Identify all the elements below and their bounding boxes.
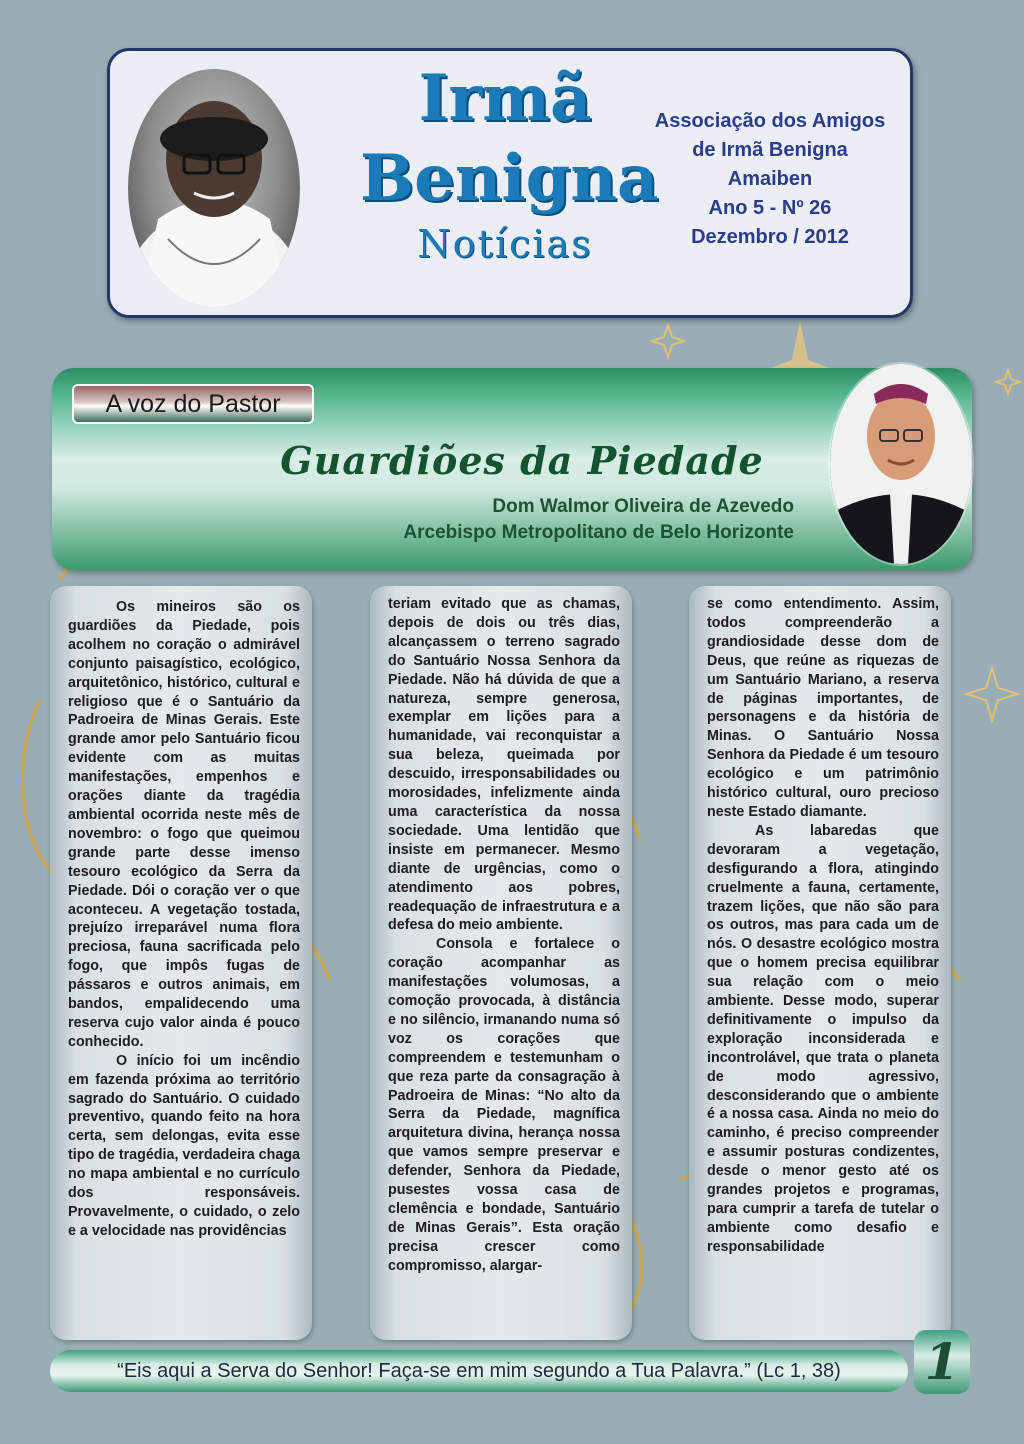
- publisher-info: [630, 107, 910, 252]
- article-paragraph: As labaredas que devoraram a vegetação, desfigurando a flora, atingindo cruelmente a fauna, certamente, trazem lições, que não são para os outros, mas para cada um de nós. O desastre ecológico mostra que o homem precisa equilibrar sua relação com o meio ambiente. Desse modo, superar definitivamente o impulso da exploração inconsiderada e incontrolável, que trata o planeta de modo agressivo, desconsiderando que o ambiente é a nossa casa. Ainda no meio do caminho, é preciso compreender e assumir posturas condizentes, desde o menor gesto até os grandes projetos e programas, para cumprir a tarefa de tutelar o ambiente como desafio e responsabilidade: [707, 822, 939, 1255]
- section-label: A voz do Pastor: [72, 384, 314, 424]
- portrait-photo-icon: [830, 364, 972, 564]
- logo-line-2: Benigna: [360, 141, 659, 216]
- star-ornament-2: [652, 325, 684, 357]
- masthead: [107, 48, 913, 318]
- assoc-acronym: Amaiben: [727, 168, 813, 190]
- author-role: Arcebispo Metropolitano de Belo Horizonte: [403, 522, 794, 543]
- newsletter-logo: [360, 59, 659, 269]
- article-paragraph: Consola e fortalece o coração acompanhar as manifestações volumosas, a comoção provocada, à distância e no silêncio, irmanando numa só voz os corações que compreendem e testemunham o que reza parte da consagração à Padroeira de Minas: “No alto da Serra da Piedade, magnífica arquitetura divina, herança nossa que vamos sempre preservar e defender, Senhora da Piedade, pusestes vossa casa de clemência e bondade, Santuário de Minas Gerais”. Esta oração precisa crescer como compromisso, alargar-: [388, 936, 620, 1274]
- sister-portrait-photo: [128, 69, 300, 307]
- star-ornament-3: [966, 668, 1018, 720]
- star-ornament-4: [996, 370, 1020, 394]
- logo-line-3: Notícias: [417, 222, 593, 266]
- logo-line-1: Irmã: [418, 61, 592, 136]
- issue-number: Ano 5 - Nº 26: [708, 197, 832, 219]
- bishop-portrait-photo: [830, 364, 972, 564]
- footer-quote: “Eis aqui a Serva do Senhor! Faça-se em mim segundo a Tua Palavra.” (Lc 1, 38): [50, 1350, 908, 1392]
- article-paragraph: O início foi um incêndio em fazenda próxima ao território sagrado do Santuário. O cuidado preventivo, quando feito na hora certa, sem delongas, evita esse tipo de tragédia, verdadeira chaga no mapa ambiental e no currículo dos responsáveis. Provavelmente, o cuidado, o zelo e a velocidade nas providências: [68, 1052, 301, 1239]
- author-name: Dom Walmor Oliveira de Azevedo: [492, 496, 794, 517]
- article-paragraph: teriam evitado que as chamas, depois de dois ou três dias, alcançassem o terreno sagrado do Santuário Nossa Senhora da Piedade. Não há dúvida de que a natureza, sempre generosa, exemplar em lições para a humanidade, vai reconquistar a sua beleza, queimada por descuido, irresponsabilidades ou morosidades, infelizmente ainda uma característica da nossa sociedade. Uma lentidão que insiste em permanecer. Mesmo diante de urgências, como o atendimento aos pobres, readequação de infraestrutura e a defesa do meio ambiente.: [388, 596, 620, 934]
- page-number: 1: [914, 1330, 970, 1394]
- article-banner: [52, 368, 972, 570]
- article-paragraph: Os mineiros são os guardiões da Piedade, pois acolhem no coração o admirável conjunto paisagístico, ecológico, arquitetônico, histórico, cultural e religioso que é o Santuário da Padroeira de Minas Gerais. Este grande amor pelo Santuário ficou evidente com as muitas manifestações, empenhos e orações diante da tragédia ambiental ocorrida neste mês de novembro: o fogo que queimou grande parte desse imenso tesouro ecológico da Serra da Piedade. Dói o coração ver o que aconteceu. A vegetação tostada, prejuízo irreparável numa flora preciosa, fauna sacrificada pelo fogo, que impôs fugas de pássaros e outros animais, em bandos, empalidecendo uma reserva cujo valor ainda é pouco conhecido.: [68, 599, 300, 1050]
- article-headline: Guardiões da Piedade: [280, 438, 764, 483]
- article-paragraph: se como entendimento. Assim, todos compreenderão a grandiosidade desse dom de Deus, que reúne as riquezas de um Santuário Mariano, a reserva de páginas importantes, de personagens e da história de Minas. O Santuário Nossa Senhora da Piedade é um tesouro ecológico e um patrimônio histórico cultural, ouro precioso neste Estado diamante.: [707, 596, 939, 820]
- assoc-line-1: Associação dos Amigos: [654, 110, 886, 132]
- issue-date: Dezembro / 2012: [691, 226, 849, 248]
- article-byline: [272, 494, 794, 546]
- article-column-1: [50, 586, 312, 1340]
- assoc-line-2: de Irmã Benigna: [692, 139, 848, 161]
- article-column-2: [370, 586, 632, 1340]
- portrait-photo-icon: [128, 69, 300, 307]
- article-column-3: [689, 586, 951, 1340]
